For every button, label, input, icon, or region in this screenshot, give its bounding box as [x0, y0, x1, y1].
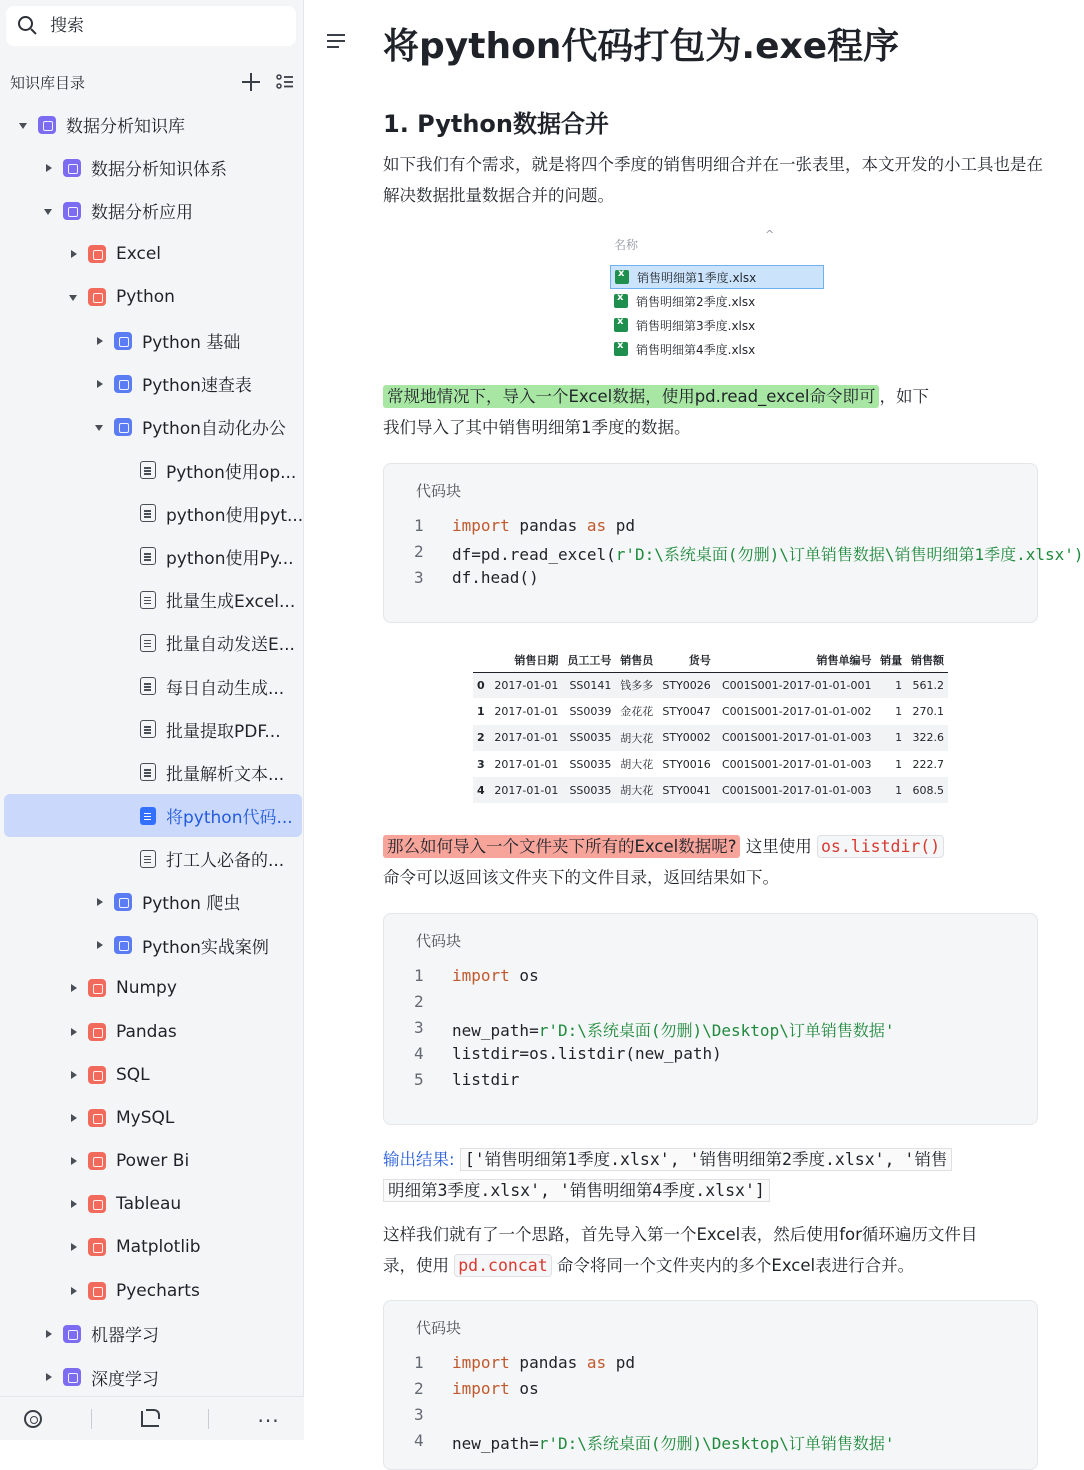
sidebar-footer [0, 1396, 304, 1440]
code-text: listdir [452, 1070, 520, 1089]
line-number: 2 [414, 992, 424, 1011]
sidebar-item[interactable] [0, 103, 304, 146]
table-cell: STY0047 [662, 704, 711, 718]
paragraph-text: 这样我们就有了一个思路，首先导入第一个Excel表，然后使用for循环遍历文件目 [383, 1225, 978, 1244]
outline-list-icon[interactable] [276, 73, 294, 91]
table-cell: 1 [876, 777, 907, 803]
sidebar-item-label: Python [116, 287, 175, 308]
code-block-1[interactable] [383, 463, 1084, 623]
table-cell: 胡大花 [615, 725, 657, 751]
folder-icon [88, 1282, 106, 1300]
table-header-cell: 销售日期 [489, 648, 562, 672]
sidebar-item[interactable] [0, 492, 304, 535]
code-line [384, 1379, 1037, 1405]
table-cell: 2017-01-01 [494, 704, 559, 718]
sidebar-item-label: 将python代码... [166, 808, 293, 829]
table-header-cell: 销售员 [615, 648, 657, 672]
table-cell: SS0035 [562, 777, 615, 803]
folder-icon [88, 979, 106, 997]
folder-icon [88, 288, 106, 306]
caret-right-icon[interactable] [68, 1070, 78, 1080]
file-name: 销售明细第4季度.xlsx [636, 342, 756, 357]
table-cell: 2017-01-01 [489, 672, 562, 698]
caret-down-icon[interactable] [43, 206, 53, 216]
table-cell: 608.5 [906, 777, 948, 803]
paragraph-text: 命令将同一个文件夹内的多个Excel表进行合并。 [551, 1256, 915, 1275]
sidebar-item-label: 批量解析文本... [166, 764, 285, 785]
code-line [384, 1405, 1037, 1431]
sidebar-item-label: 批量自动发送E... [166, 635, 295, 656]
folder-icon [114, 418, 132, 436]
table-cell: STY0041 [657, 777, 715, 803]
table-cell: 胡大花 [620, 758, 654, 772]
caret-right-icon[interactable] [94, 940, 104, 950]
line-number: 3 [414, 1405, 424, 1424]
sidebar-item-label: python使用Py... [166, 548, 294, 569]
sidebar-item-label: 数据分析知识体系 [91, 160, 227, 181]
table-cell: 2017-01-01 [489, 777, 562, 803]
table-cell: 270.1 [912, 704, 944, 718]
caret-right-icon[interactable] [68, 1113, 78, 1123]
file-row [610, 289, 824, 313]
sidebar-item[interactable] [0, 1355, 304, 1398]
caret-down-icon[interactable] [18, 120, 28, 130]
document-icon [140, 461, 156, 479]
paragraph-read-excel [383, 381, 1043, 443]
paragraph-text: 这里使用 [740, 837, 817, 856]
code-line [384, 1044, 1037, 1070]
caret-right-icon[interactable] [68, 249, 78, 259]
code-language-label: 代码块 [416, 482, 462, 500]
search-box[interactable] [6, 6, 296, 46]
document-icon [140, 504, 156, 522]
search-input[interactable] [50, 16, 270, 36]
output-label: 输出结果: [383, 1150, 455, 1169]
sidebar-item-label: 数据分析知识库 [66, 117, 185, 138]
document-icon [140, 634, 156, 652]
sidebar-item[interactable] [0, 967, 304, 1010]
table-cell: 4 [473, 777, 489, 803]
code-block-3[interactable] [383, 1300, 1038, 1470]
excel-file-icon [614, 342, 628, 356]
folder-icon [114, 893, 132, 911]
caret-right-icon[interactable] [68, 983, 78, 993]
file-row [610, 313, 824, 337]
table-cell: 1 [477, 704, 485, 718]
caret-right-icon[interactable] [94, 336, 104, 346]
sidebar-item[interactable] [0, 233, 304, 276]
code-line [384, 1353, 1037, 1379]
sidebar-item[interactable] [0, 319, 304, 362]
sidebar-item[interactable] [0, 1096, 304, 1139]
sidebar-item[interactable] [0, 837, 304, 880]
line-number: 5 [414, 1070, 424, 1089]
sidebar [0, 0, 304, 1440]
folder-icon [88, 1066, 106, 1084]
caret-down-icon[interactable] [94, 422, 104, 432]
table-cell: SS0039 [569, 704, 612, 718]
table-cell: STY0016 [662, 757, 711, 771]
document-icon [140, 677, 156, 695]
table-header-cell: 员工工号 [562, 648, 615, 672]
code-text: df=pd.read_excel(r'D:\系统桌面(勿删)\订单销售数据\销售明细第1季度.xlsx') [452, 545, 1084, 564]
output-value: ['销售明细第1季度.xlsx', '销售明细第2季度.xlsx', '销售 [460, 1148, 953, 1171]
sidebar-item[interactable] [0, 405, 304, 448]
highlight-text: 常规地情况下，导入一个Excel数据，使用pd.read_excel命令即可 [383, 385, 879, 408]
document-main [305, 0, 1084, 1453]
table-row [473, 725, 948, 751]
folder-icon [88, 1023, 106, 1041]
sidebar-item-label: 打工人必备的... [166, 851, 285, 872]
table-row [473, 698, 948, 724]
table-cell: SS0141 [562, 672, 615, 698]
paragraph-text: 我们导入了其中销售明细第1季度的数据。 [383, 418, 691, 437]
folder-icon [88, 1152, 106, 1170]
sidebar-item[interactable] [0, 578, 304, 621]
footer-divider [91, 1409, 92, 1429]
folder-icon [63, 1368, 81, 1386]
document-icon [140, 850, 156, 868]
table-cell: C001S001-2017-01-01-003 [715, 777, 876, 803]
sidebar-item[interactable] [0, 1140, 304, 1183]
caret-right-icon[interactable] [43, 1329, 53, 1339]
highlight-text: 那么如何导入一个文件夹下所有的Excel数据呢? [383, 835, 740, 858]
page-title: 将python代码打包为.exe程序 [383, 26, 900, 67]
file-list-image [610, 224, 830, 364]
sidebar-item-label: Pandas [116, 1021, 177, 1042]
caret-right-icon[interactable] [94, 897, 104, 907]
file-row [610, 337, 824, 361]
sort-ascending-icon: ^ [765, 228, 775, 241]
sidebar-item[interactable] [0, 1312, 304, 1355]
table-row [473, 672, 948, 698]
dataframe-table [473, 648, 948, 803]
table-header-cell: 销量 [876, 648, 907, 672]
table-header-cell: 货号 [657, 648, 715, 672]
table-cell: STY0026 [657, 672, 715, 698]
folder-icon [114, 375, 132, 393]
code-line [384, 1070, 1037, 1096]
folder-icon [88, 1195, 106, 1213]
folder-icon [63, 159, 81, 177]
sidebar-item[interactable] [0, 751, 304, 794]
table-header-cell [473, 648, 489, 672]
inline-code: pd.concat [454, 1254, 551, 1277]
folder-icon [38, 116, 56, 134]
table-row [473, 751, 948, 777]
document-icon [140, 720, 156, 738]
line-number: 3 [414, 1018, 424, 1037]
add-icon[interactable] [242, 73, 260, 91]
sidebar-item[interactable] [0, 1226, 304, 1269]
sidebar-item-label: Matplotlib [116, 1237, 201, 1258]
sidebar-item[interactable] [0, 535, 304, 578]
table-cell: 2017-01-01 [494, 757, 559, 771]
excel-file-icon [615, 270, 629, 284]
caret-right-icon[interactable] [68, 1242, 78, 1252]
caret-right-icon[interactable] [43, 1372, 53, 1382]
inline-code: os.listdir() [817, 835, 944, 858]
line-number: 4 [414, 1431, 424, 1450]
sidebar-item-label: MySQL [116, 1107, 175, 1128]
sidebar-item[interactable] [0, 276, 304, 319]
file-row [610, 265, 824, 289]
code-language-label: 代码块 [416, 1319, 462, 1337]
table-cell: 2017-01-01 [489, 725, 562, 751]
sidebar-item-label: Python 爬虫 [142, 894, 241, 915]
line-number: 2 [414, 1379, 424, 1398]
excel-file-icon [614, 318, 628, 332]
code-text: listdir=os.listdir(new_path) [452, 1044, 722, 1063]
table-cell: 0 [473, 672, 489, 698]
paragraph-listdir [383, 831, 1043, 893]
table-cell: C001S001-2017-01-01-002 [722, 704, 872, 718]
sidebar-item-label: Tableau [116, 1194, 182, 1215]
sidebar-item-label: 批量提取PDF... [166, 721, 281, 742]
caret-right-icon[interactable] [94, 379, 104, 389]
file-name: 销售明细第2季度.xlsx [636, 294, 756, 309]
table-cell: 561.2 [906, 672, 948, 698]
code-text: import os [452, 966, 539, 985]
folder-icon [114, 332, 132, 350]
code-line [384, 542, 1084, 568]
sidebar-item-label: python使用pyt... [166, 505, 304, 526]
line-number: 3 [414, 568, 424, 587]
folder-icon [63, 202, 81, 220]
code-line [384, 992, 1037, 1018]
table-header-cell: 销售单编号 [715, 648, 876, 672]
sidebar-item-label: SQL [116, 1064, 150, 1085]
table-cell: 222.7 [912, 757, 944, 771]
section-heading: 1. Python数据合并 [383, 110, 609, 138]
paragraph-text: ，如下 [879, 387, 929, 406]
code-text: import pandas as pd [452, 516, 636, 535]
sidebar-item-label: 数据分析应用 [91, 203, 193, 224]
table-cell: C001S001-2017-01-01-003 [722, 757, 872, 771]
code-text: new_path=r'D:\系统桌面(勿删)\Desktop\订单销售数据' [452, 1021, 895, 1040]
table-cell: 322.6 [906, 725, 948, 751]
sidebar-item-label: Python实战案例 [142, 937, 269, 958]
sidebar-item[interactable] [0, 621, 304, 664]
table-cell: 1 [876, 725, 907, 751]
code-text: new_path=r'D:\系统桌面(勿删)\Desktop\订单销售数据' [452, 1434, 895, 1453]
sidebar-item-label: 深度学习 [91, 1369, 159, 1390]
code-line [384, 1431, 1037, 1457]
sidebar-item-label: Pyecharts [116, 1280, 200, 1301]
search-icon [18, 16, 38, 36]
file-name: 销售明细第3季度.xlsx [636, 318, 756, 333]
sidebar-item-label: 机器学习 [91, 1326, 159, 1347]
excel-file-icon [614, 294, 628, 308]
sidebar-item[interactable] [0, 449, 304, 492]
table-cell: STY0002 [657, 725, 715, 751]
document-icon [140, 591, 156, 609]
sidebar-item-label: Python速查表 [142, 376, 252, 397]
caret-right-icon[interactable] [68, 1199, 78, 1209]
line-number: 1 [414, 516, 424, 535]
sidebar-item[interactable] [0, 362, 304, 405]
sidebar-item[interactable] [0, 1010, 304, 1053]
sidebar-item-label: Numpy [116, 978, 177, 999]
sidebar-item[interactable] [0, 664, 304, 707]
gear-icon[interactable] [24, 1410, 42, 1428]
line-number: 2 [414, 542, 424, 561]
folder-icon [114, 936, 132, 954]
paragraph-text: 录，使用 [383, 1256, 455, 1275]
paragraph-concat [383, 1219, 1043, 1281]
folder-icon [63, 1325, 81, 1343]
table-cell: SS0035 [569, 757, 612, 771]
sidebar-item-label: Excel [116, 244, 162, 265]
code-line [384, 966, 1037, 992]
table-cell: 胡大花 [615, 777, 657, 803]
directory-header [10, 68, 294, 96]
table-cell: C001S001-2017-01-01-001 [715, 672, 876, 698]
output-paragraph [383, 1144, 1043, 1206]
sidebar-item-label: Python使用op... [166, 462, 297, 483]
table-cell: 钱多多 [615, 672, 657, 698]
table-cell: C001S001-2017-01-01-003 [715, 725, 876, 751]
code-line [384, 1018, 1037, 1044]
sidebar-item-label: 每日自动生成... [166, 678, 285, 699]
caret-down-icon[interactable] [68, 292, 78, 302]
document-icon [140, 547, 156, 565]
sidebar-item[interactable] [4, 794, 302, 837]
code-line [384, 568, 1037, 594]
table-cell: SS0035 [562, 725, 615, 751]
line-number: 1 [414, 1353, 424, 1372]
folder-icon [88, 245, 106, 263]
caret-right-icon[interactable] [43, 163, 53, 173]
sidebar-item[interactable] [0, 1183, 304, 1226]
caret-right-icon[interactable] [68, 1027, 78, 1037]
sidebar-item[interactable] [0, 1269, 304, 1312]
table-cell: 3 [477, 757, 485, 771]
knowledge-tree [0, 103, 304, 1399]
table-cell: 金花花 [620, 705, 654, 719]
share-icon[interactable] [141, 1411, 159, 1427]
sidebar-item[interactable] [0, 708, 304, 751]
table-header-cell: 销售额 [906, 648, 948, 672]
caret-right-icon[interactable] [68, 1286, 78, 1296]
footer-divider [208, 1409, 209, 1429]
file-name: 销售明细第1季度.xlsx [637, 270, 757, 285]
code-text: import pandas as pd [452, 1353, 636, 1372]
sidebar-item[interactable] [0, 189, 304, 232]
code-text: df.head() [452, 568, 539, 587]
sidebar-item-label: Power Bi [116, 1151, 190, 1172]
output-value: 明细第3季度.xlsx', '销售明细第4季度.xlsx'] [383, 1179, 770, 1202]
sidebar-item-label: Python 基础 [142, 333, 241, 354]
folder-icon [88, 1238, 106, 1256]
table-cell: 1 [895, 704, 903, 718]
table-cell: 1 [876, 672, 907, 698]
more-icon[interactable]: ... [257, 1402, 280, 1427]
line-number: 1 [414, 966, 424, 985]
table-cell: 2 [473, 725, 489, 751]
code-language-label: 代码块 [416, 932, 462, 950]
menu-icon[interactable] [327, 34, 345, 48]
code-line [384, 516, 1037, 542]
sidebar-item-label: Python自动化办公 [142, 419, 286, 440]
sidebar-item[interactable] [0, 880, 304, 923]
sidebar-item[interactable] [0, 924, 304, 967]
document-icon [140, 763, 156, 781]
directory-title: 知识库目录 [10, 73, 86, 92]
paragraph-text: 命令可以返回该文件夹下的文件目录，返回结果如下。 [383, 868, 779, 887]
code-text: import os [452, 1379, 539, 1398]
sidebar-item-label: 批量生成Excel... [166, 592, 296, 613]
folder-icon [88, 1109, 106, 1127]
table-cell: 1 [895, 757, 903, 771]
code-block-2[interactable] [383, 913, 1038, 1125]
line-number: 4 [414, 1044, 424, 1063]
sidebar-item[interactable] [0, 146, 304, 189]
document-icon [140, 807, 156, 825]
sidebar-item[interactable] [0, 1053, 304, 1096]
caret-right-icon[interactable] [68, 1156, 78, 1166]
file-list-header: 名称 [614, 238, 639, 252]
table-row [473, 777, 948, 803]
intro-paragraph: 如下我们有个需求，就是将四个季度的销售明细合并在一张表里，本文开发的小工具也是在解决数据批量数据合并的问题。 [383, 155, 1043, 205]
